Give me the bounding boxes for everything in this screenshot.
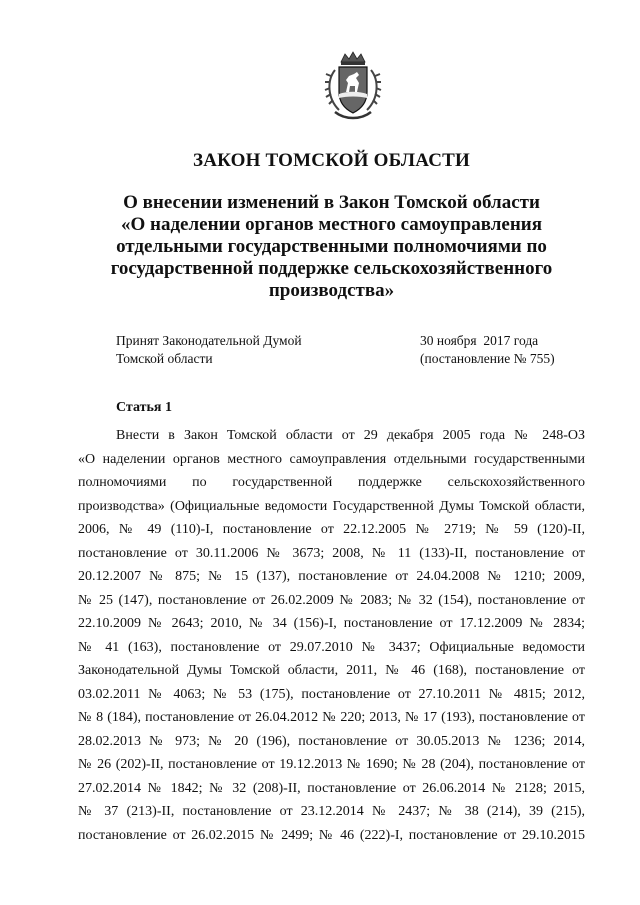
adoption-info [116,332,585,368]
subtitle-line: отдельными государственными полномочиями по [116,236,547,257]
body-line: «О наделении органов местного самоуправления отдельными государственными [78,451,585,467]
body-line: постановление от 30.11.2006 № 3673; 2008, № 11 (133)-II, постановление от [78,545,585,561]
body-line: постановление от 26.02.2015 № 2499; № 46 (222)-I, постановление от 29.10.2015 [78,827,585,843]
adoption-date-text: 30 ноября 2017 года [420,333,539,348]
body-line: № 26 (202)-II, постановление от 19.12.2013 № 1690; № 28 (204), постановление от [78,757,585,772]
body-line: 27.02.2014 № 1842; № 32 (208)-II, постановление от 26.06.2014 № 2128; 2015, [78,780,585,796]
resolution-number: (постановление № 755) [420,351,555,366]
body-line: производства» (Официальные ведомости Государственной Думы Томской области, [78,498,585,514]
adopted-by-line: Принят Законодательной Думой [116,333,302,348]
body-line: полномочиями по государственной поддержке сельскохозяйственного [78,475,585,490]
subtitle-line: государственной поддержке сельскохозяйственного [110,258,553,279]
body-line: 28.02.2013 № 973; № 20 (196), постановление от 30.05.2013 № 1236; 2014, [78,733,585,749]
body-line: Внести в Закон Томской области от 29 декабря 2005 года № 248-ОЗ [116,428,585,443]
article-body [78,424,585,847]
adopted-by [116,332,356,368]
body-line: № 25 (147), постановление от 26.02.2009 № 2083; № 32 (154), постановление от [78,592,585,608]
adoption-date [420,332,585,368]
body-line: Законодательной Думы Томской области, 2011, № 46 (168), постановление от [78,663,585,678]
body-line: № 41 (163), постановление от 29.07.2010 № 3437; Официальные ведомости [78,639,585,655]
law-subtitle [78,192,585,302]
article-title: Статья 1 [116,400,172,415]
adopted-by-line: Томской области [116,351,213,366]
body-line: 22.10.2009 № 2643; 2010, № 34 (156)-I, постановление от 17.12.2009 № 2834; [78,616,585,631]
subtitle-line: О внесении изменений в Закон Томской области [123,192,540,213]
body-line: № 8 (184), постановление от 26.04.2012 № 220; 2013, № 17 (193), постановление от [78,710,585,725]
body-line: 2006, № 49 (110)-I, постановление от 22.12.2005 № 2719; № 59 (120)-II, [78,522,585,537]
law-title: ЗАКОН ТОМСКОЙ ОБЛАСТИ [192,150,470,171]
coat-of-arms-icon [321,50,385,122]
subtitle-line: «О наделении органов местного самоуправления [120,214,543,235]
body-line: 03.02.2011 № 4063; № 53 (175), постановление от 27.10.2011 № 4815; 2012, [78,686,585,702]
body-line: 20.12.2007 № 875; № 15 (137), постановление от 24.04.2008 № 1210; 2009, [78,569,585,584]
body-line: № 37 (213)-II, постановление от 23.12.2014 № 2437; № 38 (214), 39 (215), [78,804,585,819]
subtitle-line: производства» [268,280,395,301]
